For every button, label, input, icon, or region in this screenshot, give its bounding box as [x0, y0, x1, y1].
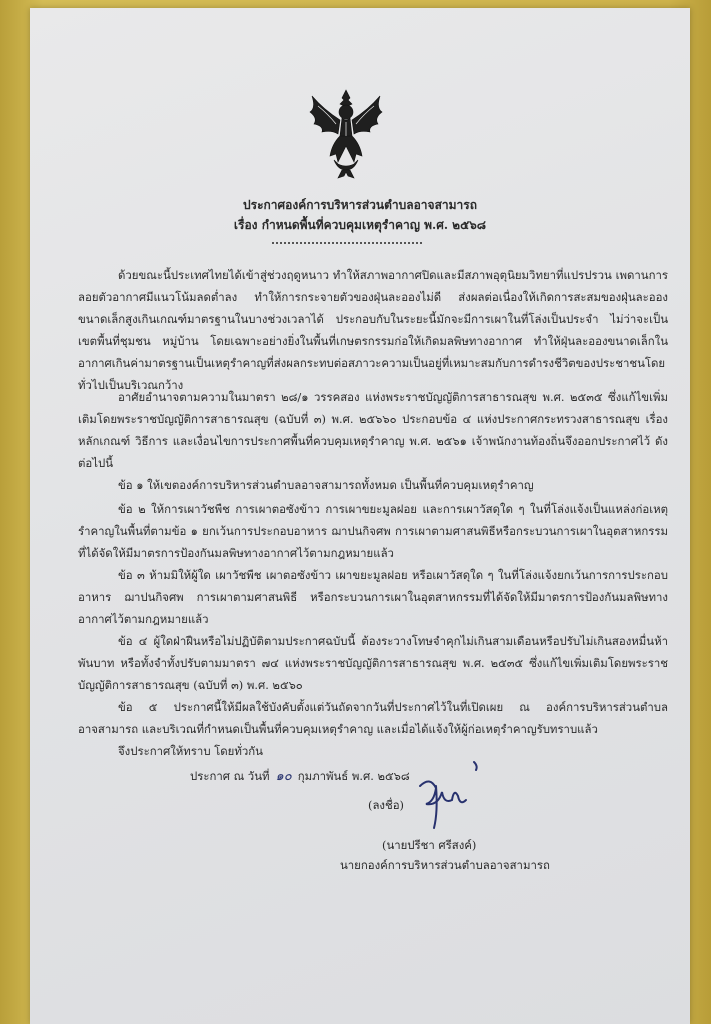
handwritten-signature: [408, 756, 498, 830]
signed-label: (ลงชื่อ): [368, 798, 405, 812]
announcement-date: [190, 765, 410, 786]
paragraph-clause-1: ข้อ ๑ ให้เขตองค์การบริหารส่วนตำบลอาจสามารถทั้งหมด เป็นพื้นที่ควบคุมเหตุรำคาญ: [118, 478, 534, 492]
signer-position: นายกองค์การบริหารส่วนตำบลอาจสามารถ: [340, 858, 550, 872]
announcement-date-suffix: กุมภาพันธ์ พ.ศ. ๒๕๖๘: [297, 769, 410, 783]
document-subject: เรื่อง กำหนดพื้นที่ควบคุมเหตุรำคาญ พ.ศ. ๒๕๖๘: [233, 218, 487, 232]
paragraph-clause-3: ข้อ ๓ ห้ามมิให้ผู้ใด เผาวัชพืช เผาตอซังข้าว เผาขยะมูลฝอย หรือเผาวัสดุใด ๆ ในที่โล่งแจ้งยกเว้นการการประกอบอาหาร ฌาปนกิจศพ การเผาตามศาสนพิธี หรือกระบวนการเผาในอุตสาหกรรมที่ได้จัดให้มีมาตรการป้องกันมลพิษทางอากาศไว้ตามกฎหมายแล้ว: [78, 568, 668, 626]
announcement-day: ๑๐: [275, 769, 292, 784]
document-title: ประกาศองค์การบริหารส่วนตำบลอาจสามารถ: [243, 198, 477, 212]
signer-name: (นายปรีชา ศรีสงค์): [382, 838, 477, 852]
paragraph-clause-4: ข้อ ๔ ผู้ใดฝ่าฝืนหรือไม่ปฏิบัติตามประกาศฉบับนี้ ต้องระวางโทษจำคุกไม่เกินสามเดือนหรือปรับไม่เกินสองหมื่นห้าพันบาท หรือทั้งจำทั้งปรับตามมาตรา ๗๔ แห่งพระราชบัญญัติการสาธารณสุข พ.ศ. ๒๕๓๕ ซึ่งแก้ไขเพิ่มเติมโดยพระราชบัญญัติการสาธารณสุข (ฉบับที่ ๓) พ.ศ. ๒๕๖๐: [78, 634, 668, 692]
announcement-date-prefix: ประกาศ ณ วันที่: [190, 769, 270, 783]
paragraph-closing: จึงประกาศให้ทราบ โดยทั่วกัน: [118, 744, 263, 758]
paragraph-clause-5: ข้อ ๕ ประกาศนี้ให้มีผลใช้บังคับตั้งแต่วันถัดจากวันที่ประกาศไว้ในที่เปิดเผย ณ องค์การบริหารส่วนตำบลอาจสามารถ และบริเวณที่กำหนดเป็นพื้นที่ควบคุมเหตุรำคาญ และเมื่อได้แจ้งให้ผู้ก่อเหตุรำคาญรับทราบแล้ว: [78, 700, 668, 736]
document-page: [30, 8, 690, 1024]
paragraph-clause-2: ข้อ ๒ ให้การเผาวัชพืช การเผาตอซังข้าว การเผาขยะมูลฝอย และการเผาวัสดุใด ๆ ในที่โล่งแจ้งเป็นแหล่งก่อเหตุรำคาญในพื้นที่ตามข้อ ๑ ยกเว้นการประกอบอาหาร ฌาปนกิจศพ การเผาตามศาสนพิธีหรือกระบวนการเผาในอุตสาหกรรม ที่ได้จัดให้มีมาตรการป้องกันมลพิษทางอากาศไว้ตามกฎหมายแล้ว: [78, 502, 668, 560]
garuda-emblem: [302, 84, 390, 180]
title-separator: [272, 242, 422, 244]
paragraph-authority: อาศัยอำนาจตามความในมาตรา ๒๘/๑ วรรคสอง แห่งพระราชบัญญัติการสาธารณสุข พ.ศ. ๒๕๓๕ ซึ่งแก้ไขเพิ่มเติมโดยพระราชบัญญัติการสาธารณสุข (ฉบับที่ ๓) พ.ศ. ๒๕๖๖๐ ประกอบข้อ ๔ แห่งประกาศกระทรวงสาธารณสุข เรื่อง หลักเกณฑ์ วิธีการ และเงื่อนไขการประกาศพื้นที่ควบคุมเหตุรำคาญ พ.ศ. ๒๕๖๑ เจ้าพนักงานท้องถิ่นจึงออกประกาศไว้ ดังต่อไปนี้: [78, 390, 668, 470]
paragraph-preamble: ด้วยขณะนี้ประเทศไทยได้เข้าสู่ช่วงฤดูหนาว ทำให้สภาพอากาศปิดและมีสภาพอุตุนิยมวิทยาที่แปรปรวน เพดานการลอยตัวอากาศมีแนวโน้มลดต่ำลง ทำให้การกระจายตัวของฝุ่นละอองไม่ดี ส่งผลต่อเนื่องให้เกิดการสะสมของฝุ่นละอองขนาดเล็กสูงเกินเกณฑ์มาตรฐานในบางช่วงเวลาได้ ประกอบกับในระยะนี้มักจะมีการเผาในที่โล่งเป็นประจำ ไม่ว่าจะเป็นเขตพื้นที่ชุมชน หมู่บ้าน โดยเฉพาะอย่างยิ่งในพื้นที่เกษตรกรรมก่อให้เกิดมลพิษทางอากาศ ทำให้ฝุ่นละอองขนาดเล็กในอากาศเกินค่ามาตรฐานเป็นเหตุรำคาญที่ส่งผลกระทบต่อสภาวะความเป็นอยู่ที่เหมาะสมกับการดำรงชีวิตของประชาชนโดยทั่วไปเป็นบริเวณกว้าง: [78, 268, 668, 392]
